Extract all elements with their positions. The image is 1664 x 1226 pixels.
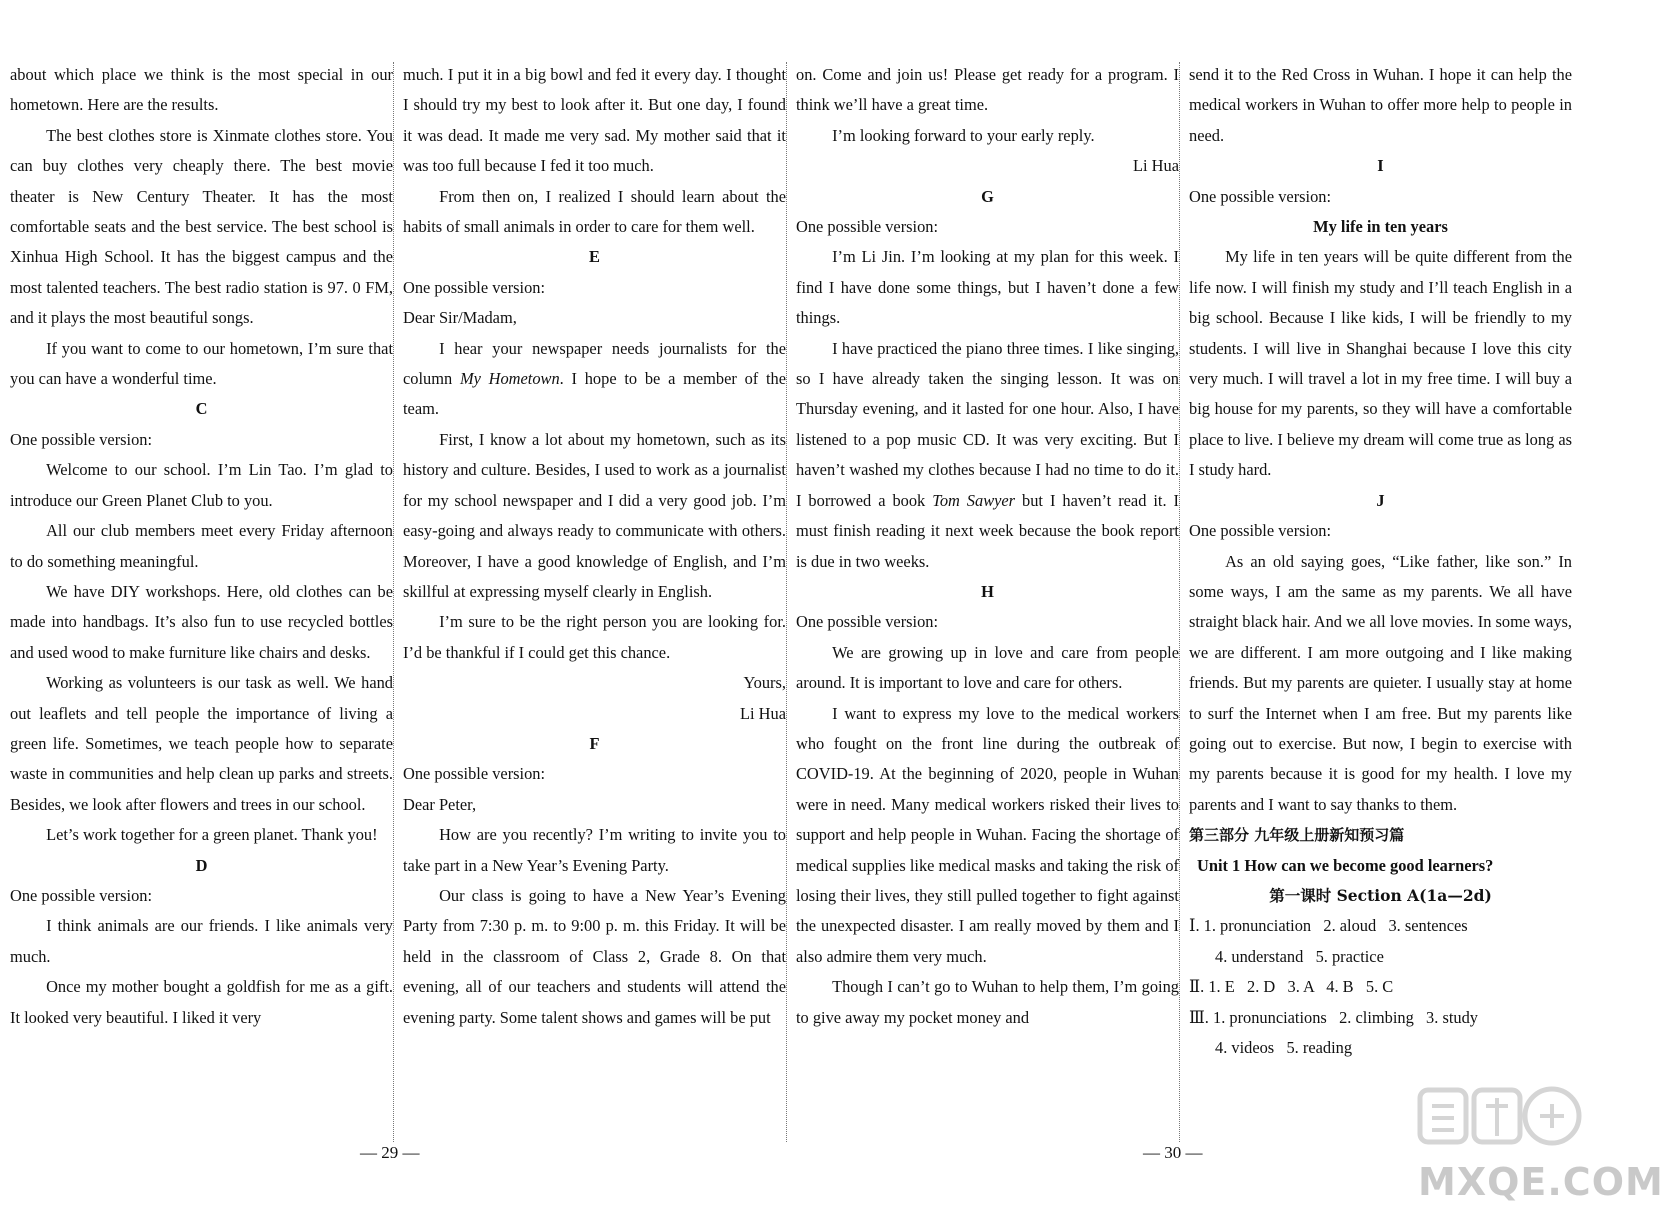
paragraph: One possible version: [10,429,153,449]
column-3 [796,60,1179,1033]
paragraph: on. Come and join us! Please get ready for a program. I think we’ll have a great time. [796,65,1179,115]
paragraph: 4. understand 5. practice [1215,946,1384,966]
paragraph: The best clothes store is Xinmate clothes store. You can buy clothes very cheaply there. The best movie theater is New Century Theater. It has the most comfortable seats and the best service. The best school is Xinhua High School. It has the biggest campus and the most talented teachers. The best radio station is 97. 0 FM, and it plays the most beautiful songs. [10,125,393,328]
paragraph: I’m Li Jin. I’m looking at my plan for this week. I find I have done some things, but I haven’t done a few things. [796,247,1179,328]
section-letter: E [589,247,600,267]
column-divider [1179,62,1180,1142]
column-divider [786,62,787,1142]
paragraph: 4. videos 5. reading [1215,1038,1353,1057]
paragraph: 第一课时 Section A(1a—2d) [1269,885,1492,905]
paragraph: 第三部分 九年级上册新知预习篇 [1189,826,1405,845]
section-letter: C [195,399,208,419]
column-divider [393,62,394,1142]
paragraph: Ⅲ. 1. pronunciations 2. climbing 3. study [1189,1007,1478,1027]
paragraph: From then on, I realized I should learn about the habits of small animals in order to care for them well. [403,186,786,237]
section-letter: F [589,733,600,753]
watermark-text: MXQE.COM [1418,1160,1664,1204]
paragraph: Working as volunteers is our task as well. We hand out leaflets and tell people the importance of living a green life. Sometimes, we teach people how to separate waste in communities and help clean up parks and streets. Besides, we look after flowers and trees in our school. [10,673,393,814]
paragraph: Let’s work together for a green planet. Thank you! [46,825,378,845]
paragraph: One possible version: [403,277,546,297]
section-letter: G [981,186,994,206]
page-number-right: — 30 — [1143,1143,1203,1162]
section-letter: D [195,855,208,875]
paragraph: One possible version: [796,612,939,632]
paragraph: about which place we think is the most special in our hometown. Here are the results. [10,65,393,115]
paragraph: Ⅱ. 1. E 2. D 3. A 4. B 5. C [1189,977,1394,997]
paragraph: I think animals are our friends. I like animals very much. [10,916,393,966]
page-number-left: — 29 — [360,1143,420,1162]
paragraph: One possible version: [1189,186,1332,206]
paragraph: If you want to come to our hometown, I’m sure that you can have a wonderful time. [10,338,393,389]
column-4 [1189,60,1572,1063]
paragraph: Li Hua [1133,156,1179,176]
column-1 [10,60,393,1033]
paragraph: I hear your newspaper needs journalists for the column My Hometown. I hope to be a member of the team. [403,338,787,419]
paragraph: How are you recently? I’m writing to invite you to take part in a New Year’s Evening Party. [403,825,786,875]
paragraph: First, I know a lot about my hometown, such as its history and culture. Besides, I used to work as a journalist for my school newspaper and I did a very good job. I’m easy-going and always ready to communicate with others. Moreover, I have a good knowledge of English, and I’m skillful at expressing myself clearly in English. [403,429,786,601]
paragraph: All our club members meet every Friday afternoon to do something meaningful. [10,521,393,571]
column-2 [403,60,786,1033]
paragraph: Our class is going to have a New Year’s Evening Party from 7:30 p. m. to 9:00 p. m. this Friday. It will be held in the classroom of Class 2, Grade 8. On that evening, all of our teachers and students will attend the evening party. Some talent shows and games will be put [403,885,786,1027]
paragraph: Once my mother bought a goldfish for me as a gift. It looked very beautiful. I liked it very [10,977,393,1027]
paragraph: I’m looking forward to your early reply. [832,125,1095,145]
paragraph: Dear Peter, [403,794,477,814]
paragraph: send it to the Red Cross in Wuhan. I hope it can help the medical workers in Wuhan to offer more help to people in need. [1189,65,1572,145]
paragraph: One possible version: [10,885,153,905]
paragraph: One possible version: [403,764,546,784]
section-letter: I [1377,156,1384,176]
paragraph: Welcome to our school. I’m Lin Tao. I’m glad to introduce our Green Planet Club to you. [10,460,393,510]
paragraph: We have DIY workshops. Here, old clothes can be made into handbags. It’s also fun to use recycled bottles and used wood to make furniture like chairs and desks. [10,581,393,662]
paragraph: As an old saying goes, “Like father, like son.” In some ways, I am the same as my parents. We all have straight black hair. And we all love movies. In some ways, we are different. I am more outgoing and I like making friends. But my parents are quieter. I usually stay at home to surf the Internet when I am free. But my parents like going out to exercise. But now, I begin to exercise with my parents because it is good for my health. I love my parents and I want to say thanks to them. [1189,551,1572,814]
paragraph: Though I can’t go to Wuhan to help them, I’m going to give away my pocket money and [796,977,1179,1027]
paragraph: much. I put it in a big bowl and fed it every day. I thought I should try my best to look after it. But one day, I found it was dead. It made me very sad. My mother said that it was too full because I fed it too much. [403,65,786,176]
paragraph: I have practiced the piano three times. I like singing, so I have already taken the singing lesson. It was on Thursday evening, and it lasted for one hour. Also, I have listened to a pop music CD. It was very exciting. But I haven’t washed my clothes because I had no time to do it. I borrowed a book Tom Sawyer but I haven’t read it. I must finish reading it next week because the book report is due in two weeks. [796,338,1180,571]
paragraph: Unit 1 How can we become good learners? [1197,855,1494,875]
essay-title: My life in ten years [1313,217,1448,237]
paragraph: My life in ten years will be quite different from the life now. I will finish my study and I’ll teach English in a big school. Because I like kids, I will be friendly to my students. I will live in Shanghai because I love this city very much. I will travel a lot in my free time. I will buy a big house for my parents, so they will have a comfortable place to live. I believe my dream will come true as long as I study hard. [1189,247,1572,480]
paragraph: I’m sure to be the right person you are looking for. I’d be thankful if I could get this chance. [403,612,786,662]
paragraph: I want to express my love to the medical workers who fought on the front line during the outbreak of COVID-19. At the beginning of 2020, people in Wuhan were in need. Many medical workers risked their lives to support and help people in Wuhan. Facing the shortage of medical supplies like medical masks and taking the risk of losing their lives, they still pulled together to fight against the unexpected disaster. I am really moved by them and I also admire them very much. [796,703,1179,966]
section-letter: H [981,581,994,601]
paragraph: One possible version: [796,217,939,237]
paragraph: One possible version: [1189,521,1332,541]
section-letter: J [1376,490,1385,510]
paragraph: Ⅰ. 1. pronunciation 2. aloud 3. sentences [1189,916,1468,936]
paragraph: Li Hua [740,703,786,723]
paragraph: Yours, [743,673,786,693]
paragraph: We are growing up in love and care from people around. It is important to love and care for others. [796,642,1179,693]
paragraph: Dear Sir/Madam, [403,308,517,328]
